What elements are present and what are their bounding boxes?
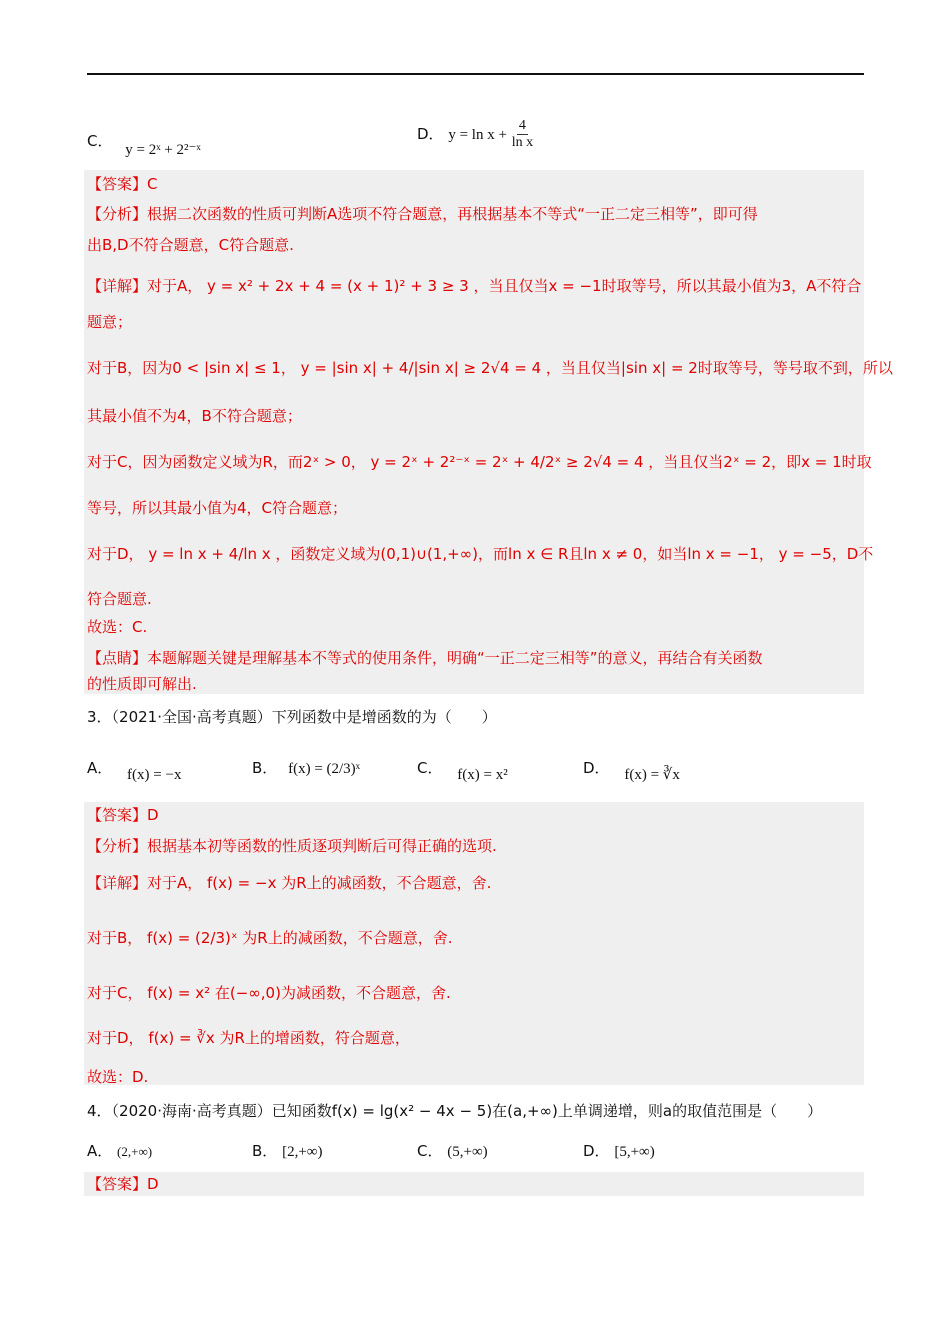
q3-option-a — [87, 757, 182, 783]
choose-line: 故选：D. — [87, 1068, 149, 1086]
q4-option-d — [583, 1140, 655, 1163]
option-math: (2,+∞) — [117, 1144, 153, 1159]
detail-line: 对于C， f(x) = x² 在(−∞,0)为减函数，不合题意，舍. — [87, 984, 451, 1002]
detail-line: 【详解】对于A， f(x) = −x 为R上的减函数，不合题意，舍. — [87, 874, 492, 892]
detail-line: 【详解】对于A， y = x² + 2x + 4 = (x + 1)² + 3 ≥ 3 ，当且仅当x = −1时取等号，所以其最小值为3，A不符合 — [87, 277, 862, 295]
detail-line: 符合题意. — [87, 590, 152, 608]
option-label: C． — [417, 1142, 443, 1160]
analysis-line: 【分析】根据二次函数的性质可判断A选项不符合题意，再根据基本不等式“一正二定三相等”，即可得 — [87, 205, 758, 223]
fraction-numerator: 4 — [518, 118, 526, 133]
detail-line: 等号，所以其最小值为4，C符合题意； — [87, 499, 348, 517]
q2-option-d — [417, 118, 533, 151]
option-label: D． — [417, 125, 444, 143]
q4-answer-box — [84, 1172, 864, 1196]
option-label: B． — [252, 759, 278, 777]
option-math: f(x) = −x — [127, 767, 182, 783]
detail-line: 对于D， y = ln x + 4/ln x ，函数定义域为(0,1)∪(1,+∞)，而ln x ∈ R且ln x ≠ 0，如当ln x = −1， y = −5，D不 — [87, 545, 874, 563]
detail-line: 对于B，因为0 < |sin x| ≤ 1， y = |sin x| + 4/|sin x| ≥ 2√4 = 4 ，当且仅当|sin x| = 2时取等号，等号取不到，所以 — [87, 359, 893, 377]
q4-option-b — [252, 1140, 322, 1163]
option-math: y = 2ˣ + 2²⁻ˣ — [125, 142, 201, 158]
option-math: f(x) = ∛x — [624, 767, 680, 783]
option-label: C． — [87, 132, 113, 150]
fraction-denominator: ln x — [511, 135, 534, 150]
option-math: [5,+∞) — [614, 1144, 655, 1160]
question-stem: 4．（2020·海南·高考真题）已知函数f(x) = lg(x² − 4x − 5)在(a,+∞)上单调递增，则a的取值范围是（ ） — [87, 1102, 823, 1120]
option-label: A． — [87, 759, 113, 777]
option-math: (5,+∞) — [447, 1144, 488, 1160]
q3-option-d — [583, 757, 680, 783]
detail-line: 题意； — [87, 313, 133, 331]
option-math: y = ln x + — [448, 127, 507, 143]
option-math: f(x) = (2/3)ˣ — [288, 761, 361, 777]
q3-option-b — [252, 757, 360, 780]
answer-line: 【答案】D — [87, 806, 159, 824]
fraction — [512, 118, 533, 151]
detail-line: 其最小值不为4，B不符合题意； — [87, 407, 302, 425]
option-label: C． — [417, 759, 443, 777]
option-math: f(x) = x² — [457, 767, 508, 783]
detail-line: 对于B， f(x) = (2/3)ˣ 为R上的减函数，不合题意，舍. — [87, 929, 453, 947]
question-stem: 3．（2021·全国·高考真题）下列函数中是增函数的为（ ） — [87, 708, 497, 726]
option-math: [2,+∞) — [282, 1144, 323, 1160]
comment-line: 的性质即可解出. — [87, 675, 197, 693]
detail-line: 对于D， f(x) = ∛x 为R上的增函数，符合题意， — [87, 1029, 410, 1047]
answer-line: 【答案】C — [87, 175, 158, 193]
choose-line: 故选：C. — [87, 618, 148, 636]
comment-line: 【点睛】本题解题关键是理解基本不等式的使用条件，明确“一正二定三相等”的意义，再结合有关函数 — [87, 649, 763, 667]
answer-line: 【答案】D — [87, 1175, 159, 1193]
option-label: D． — [583, 1142, 610, 1160]
header-rule — [87, 73, 864, 75]
option-label: B． — [252, 1142, 278, 1160]
q3-option-c — [417, 757, 508, 783]
option-label: D． — [583, 759, 610, 777]
q4-option-c — [417, 1140, 488, 1163]
analysis-line: 【分析】根据基本初等函数的性质逐项判断后可得正确的选项. — [87, 837, 497, 855]
detail-line: 对于C，因为函数定义域为R，而2ˣ > 0， y = 2ˣ + 2²⁻ˣ = 2ˣ + 4/2ˣ ≥ 2√4 = 4 ，当且仅当2ˣ = 2，即x = 1时取 — [87, 453, 872, 471]
analysis-line: 出B,D不符合题意，C符合题意. — [87, 236, 294, 254]
q2-option-c — [87, 130, 201, 158]
option-label: A． — [87, 1142, 113, 1160]
q4-option-a — [87, 1140, 152, 1163]
